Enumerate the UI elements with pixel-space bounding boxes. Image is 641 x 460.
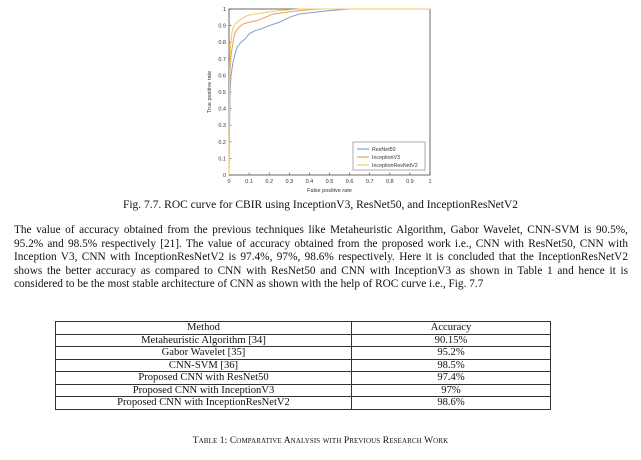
- x-tick-label: 0.8: [385, 179, 394, 185]
- roc-chart: [200, 0, 440, 196]
- method-cell: Metaheuristic Algorithm [34]: [56, 334, 352, 347]
- y-tick-label: 1: [222, 7, 226, 13]
- x-axis-label: False positive rate: [307, 188, 352, 194]
- table-row: [56, 372, 551, 385]
- legend-label: ResNet50: [372, 147, 396, 153]
- x-tick-label: 0.9: [406, 179, 414, 185]
- legend-label: InceptionResNetV2: [372, 163, 418, 169]
- x-tick-label: 1: [428, 179, 432, 185]
- method-cell: Proposed CNN with InceptionV3: [56, 384, 352, 397]
- x-tick-label: 0.5: [325, 179, 334, 185]
- figure-caption: Fig. 7.7. ROC curve for CBIR using InceptionV3, ResNet50, and InceptionResNetV2: [122, 199, 519, 211]
- y-tick-label: 0: [222, 173, 226, 179]
- column-header-method: Method: [56, 322, 352, 335]
- accuracy-cell: 95.2%: [352, 347, 551, 360]
- y-tick-label: 0.8: [218, 40, 226, 47]
- x-tick-label: 0: [227, 179, 231, 185]
- x-tick-label: 0.7: [365, 179, 374, 185]
- method-cell: Proposed CNN with InceptionResNetV2: [56, 397, 352, 410]
- x-tick-label: 0.1: [245, 179, 253, 185]
- x-tick-label: 0.6: [345, 179, 354, 185]
- body-paragraph: The value of accuracy obtained from the previous techniques like Metaheuristic Algorithm, Gabor Wavelet, CNN-SVM is 90.5%, 95.2% and 98.5% respectively [21]. The value of accuracy obtained from the proposed work i.e., CNN with ResNet50, CNN with Inception V3, CNN with InceptionResNetV2 is 97.4%, 97%, 98.6% respectively. Here it is concluded that the InceptionResNetV2 shows the better accuracy as compared to CNN with ResNet50 and CNN with InceptionV3 as shown in Table 1 and hence it is considered to be the most stable architecture of CNN as shown with the help of ROC curve i.e., Fig. 7.7: [14, 224, 628, 291]
- y-tick-label: 0.5: [218, 90, 226, 96]
- y-tick-label: 0.9: [218, 23, 226, 30]
- table-row: [56, 334, 551, 347]
- comparison-table: [55, 321, 551, 410]
- table-caption: Table 1: Comparative Analysis with Previous Research Work: [192, 436, 449, 446]
- accuracy-cell: 98.6%: [352, 397, 551, 410]
- x-tick-label: 0.3: [285, 179, 294, 185]
- y-tick-label: 0.1: [218, 156, 226, 163]
- method-cell: Proposed CNN with ResNet50: [56, 372, 352, 385]
- legend-label: InceptionV3: [372, 155, 400, 161]
- accuracy-cell: 97.4%: [352, 372, 551, 385]
- column-header-accuracy: Accuracy: [352, 322, 551, 335]
- roc-chart-svg: [200, 0, 440, 196]
- accuracy-cell: 98.5%: [352, 359, 551, 372]
- table-header-row: [56, 322, 551, 335]
- table-row: [56, 347, 551, 360]
- method-cell: Gabor Wavelet [35]: [56, 347, 352, 360]
- y-axis-label: True positive rate: [207, 70, 213, 114]
- y-tick-label: 0.3: [218, 123, 226, 130]
- table-row: [56, 384, 551, 397]
- method-cell: CNN-SVM [36]: [56, 359, 352, 372]
- table-row: [56, 397, 551, 410]
- y-tick-label: 0.2: [218, 139, 226, 146]
- x-tick-label: 0.2: [265, 179, 274, 185]
- y-tick-label: 0.4: [218, 106, 226, 113]
- table-row: [56, 359, 551, 372]
- accuracy-cell: 97%: [352, 384, 551, 397]
- x-tick-label: 0.4: [305, 179, 314, 185]
- y-tick-label: 0.7: [218, 56, 226, 63]
- accuracy-cell: 90.15%: [352, 334, 551, 347]
- y-tick-label: 0.6: [218, 73, 226, 80]
